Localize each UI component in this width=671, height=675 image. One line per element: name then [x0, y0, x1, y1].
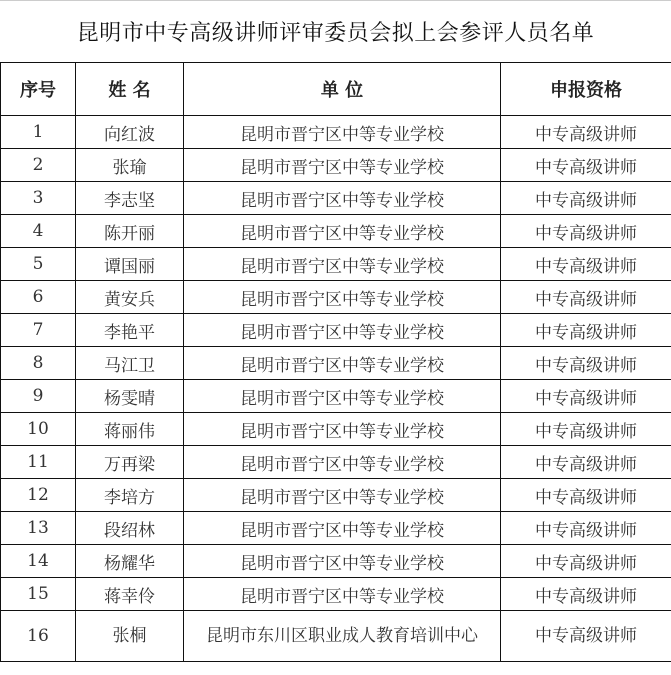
cell-name: 陈开丽: [76, 215, 184, 248]
cell-number: 7: [1, 314, 76, 347]
header-qualification: 申报资格: [501, 63, 671, 116]
cell-unit: 昆明市晋宁区中等专业学校: [184, 446, 501, 479]
cell-number: 14: [1, 545, 76, 578]
cell-name: 向红波: [76, 116, 184, 149]
cell-unit: 昆明市晋宁区中等专业学校: [184, 149, 501, 182]
table-row: [1, 545, 671, 578]
table-header-row: [1, 63, 671, 116]
cell-name: 张瑜: [76, 149, 184, 182]
cell-unit: 昆明市东川区职业成人教育培训中心: [184, 611, 501, 662]
cell-qualification: 中专高级讲师: [501, 149, 671, 182]
cell-unit: 昆明市晋宁区中等专业学校: [184, 347, 501, 380]
cell-number: 11: [1, 446, 76, 479]
cell-name: 谭国丽: [76, 248, 184, 281]
cell-unit: 昆明市晋宁区中等专业学校: [184, 578, 501, 611]
cell-name: 杨雯晴: [76, 380, 184, 413]
cell-number: 15: [1, 578, 76, 611]
cell-number: 1: [1, 116, 76, 149]
table-row: [1, 182, 671, 215]
cell-name: 万再梁: [76, 446, 184, 479]
cell-qualification: 中专高级讲师: [501, 380, 671, 413]
cell-number: 4: [1, 215, 76, 248]
cell-qualification: 中专高级讲师: [501, 479, 671, 512]
cell-name: 蒋丽伟: [76, 413, 184, 446]
cell-unit: 昆明市晋宁区中等专业学校: [184, 314, 501, 347]
cell-unit: 昆明市晋宁区中等专业学校: [184, 248, 501, 281]
cell-qualification: 中专高级讲师: [501, 182, 671, 215]
cell-name: 马江卫: [76, 347, 184, 380]
cell-qualification: 中专高级讲师: [501, 215, 671, 248]
table-row: [1, 281, 671, 314]
candidate-table: [0, 62, 671, 662]
table-row: [1, 116, 671, 149]
cell-qualification: 中专高级讲师: [501, 413, 671, 446]
cell-name: 李志坚: [76, 182, 184, 215]
cell-qualification: 中专高级讲师: [501, 347, 671, 380]
table-row: [1, 512, 671, 545]
table-row: [1, 314, 671, 347]
table-row: [1, 611, 671, 662]
table-row: [1, 446, 671, 479]
header-unit: 单 位: [184, 63, 501, 116]
table-row: [1, 347, 671, 380]
header-number: 序号: [1, 63, 76, 116]
table-row: [1, 479, 671, 512]
cell-unit: 昆明市晋宁区中等专业学校: [184, 116, 501, 149]
cell-unit: 昆明市晋宁区中等专业学校: [184, 479, 501, 512]
cell-number: 13: [1, 512, 76, 545]
document-title: 昆明市中专高级讲师评审委员会拟上会参评人员名单: [0, 0, 671, 62]
cell-unit: 昆明市晋宁区中等专业学校: [184, 281, 501, 314]
cell-qualification: 中专高级讲师: [501, 611, 671, 662]
cell-qualification: 中专高级讲师: [501, 281, 671, 314]
cell-qualification: 中专高级讲师: [501, 578, 671, 611]
cell-number: 5: [1, 248, 76, 281]
table-row: [1, 413, 671, 446]
header-name: 姓 名: [76, 63, 184, 116]
table-row: [1, 248, 671, 281]
cell-unit: 昆明市晋宁区中等专业学校: [184, 380, 501, 413]
cell-name: 李艳平: [76, 314, 184, 347]
table-row: [1, 215, 671, 248]
cell-number: 3: [1, 182, 76, 215]
cell-unit: 昆明市晋宁区中等专业学校: [184, 215, 501, 248]
cell-name: 李培方: [76, 479, 184, 512]
cell-qualification: 中专高级讲师: [501, 512, 671, 545]
cell-name: 黄安兵: [76, 281, 184, 314]
table-row: [1, 149, 671, 182]
cell-number: 2: [1, 149, 76, 182]
cell-qualification: 中专高级讲师: [501, 446, 671, 479]
cell-number: 6: [1, 281, 76, 314]
cell-number: 16: [1, 611, 76, 662]
cell-name: 杨耀华: [76, 545, 184, 578]
table-row: [1, 578, 671, 611]
cell-unit: 昆明市晋宁区中等专业学校: [184, 545, 501, 578]
cell-number: 8: [1, 347, 76, 380]
cell-unit: 昆明市晋宁区中等专业学校: [184, 182, 501, 215]
cell-number: 12: [1, 479, 76, 512]
cell-qualification: 中专高级讲师: [501, 545, 671, 578]
cell-name: 张桐: [76, 611, 184, 662]
cell-qualification: 中专高级讲师: [501, 314, 671, 347]
cell-name: 蒋幸伶: [76, 578, 184, 611]
cell-number: 9: [1, 380, 76, 413]
cell-qualification: 中专高级讲师: [501, 116, 671, 149]
cell-unit: 昆明市晋宁区中等专业学校: [184, 512, 501, 545]
cell-number: 10: [1, 413, 76, 446]
cell-name: 段绍林: [76, 512, 184, 545]
cell-qualification: 中专高级讲师: [501, 248, 671, 281]
table-row: [1, 380, 671, 413]
cell-unit: 昆明市晋宁区中等专业学校: [184, 413, 501, 446]
